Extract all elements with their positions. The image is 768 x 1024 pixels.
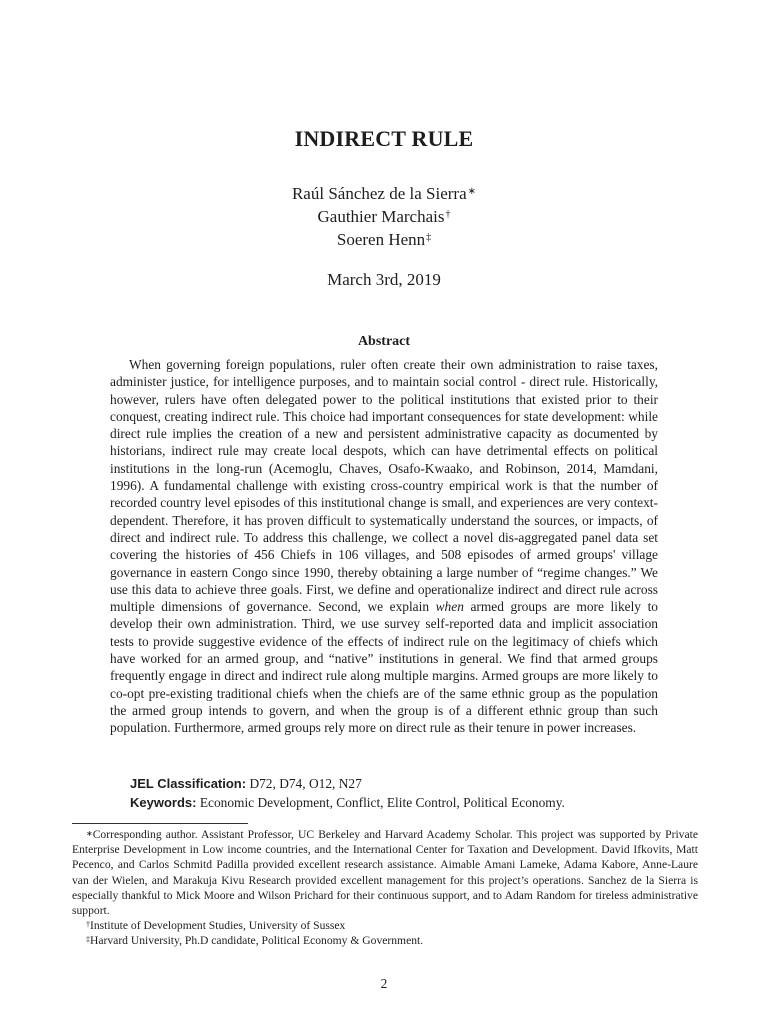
abstract-text-part-1: When governing foreign populations, ruler often create their own administration to raise taxes, administer justice, for intelligence purposes, and to maintain social control - direct rule. Historically, however, rulers have often delegated power to the political institutions that existed prior to their conquest, creating indirect rule. This choice had important consequences for state development: while direct rule implies the creation of a new and persistent administrative capacity as documented by historians, indirect rule may create local despots, which can have detrimental effects on political institutions in the long-run (Acemoglu, Chaves, Osafo-Kwaako, and Robinson, 2014, Mamdani, 1996). A fundamental challenge with existing cross-country empirical work is that the number of recorded country level episodes of this institutional change is small, and experiences are very context-dependent. Therefore, it has proven difficult to systematically understand the sources, or impacts, of direct and indirect rule. To address this challenge, we collect a novel dis-aggregated panel data set covering the histories of 456 Chiefs in 106 villages, and 508 episodes of armed groups' village governance in eastern Congo since 1990, thereby obtaining a large number of “regime changes.” We use this data to achieve three goals. First, we define and operationalize indirect and direct rule across multiple dimensions of governance. Second, we explain (110, 357, 658, 615)
author-2 (0, 205, 768, 228)
author-footnote-mark: † (445, 209, 451, 220)
keywords (130, 795, 565, 811)
footnote-mark: ∗ (86, 829, 93, 838)
jel-label: JEL Classification: (130, 776, 247, 791)
author-name: Gauthier Marchais (317, 207, 445, 226)
footnote-2 (72, 918, 698, 933)
footnote-mark: † (86, 920, 90, 930)
author-3 (0, 228, 768, 251)
author-footnote-mark: ‡ (426, 232, 432, 243)
footnote-divider (72, 823, 248, 824)
author-name: Raúl Sánchez de la Sierra (291, 184, 467, 203)
paper-title: INDIRECT RULE (294, 126, 474, 151)
abstract-heading: Abstract (357, 334, 411, 349)
jel-codes: D72, D74, O12, N27 (249, 776, 362, 791)
author-name: Soeren Henn (336, 230, 426, 249)
keywords-list: Economic Development, Conflict, Elite Control, Political Economy. (199, 795, 565, 810)
author-footnote-mark: ∗ (467, 186, 477, 197)
footnotes (72, 827, 698, 949)
jel-classification (130, 776, 362, 792)
footnote-3 (72, 933, 698, 948)
footnote-mark: ‡ (86, 935, 90, 945)
abstract-body (110, 356, 658, 737)
footnote-text: Harvard University, Ph.D candidate, Political Economy & Government. (90, 934, 424, 948)
footnote-text: Institute of Development Studies, University of Sussex (90, 919, 346, 933)
author-1 (0, 182, 768, 205)
footnote-1 (72, 827, 698, 918)
author-list (0, 182, 768, 251)
keywords-label: Keywords: (130, 795, 197, 810)
abstract-text-part-2: armed groups are more likely to develop their own administration. Third, we use survey self-reported data and implicit association tests to provide suggestive evidence of the effects of indirect rule on the legitimacy of chiefs which have worked for an armed group, and “native” institutions in general. We find that armed groups frequently engage in direct and indirect rule along multiple margins. Armed groups are more likely to co-opt pre-existing traditional chiefs when the chiefs are of the same ethnic group as the population the armed group intends to govern, and when the group is of a different ethnic group than such population. Furthermore, armed groups rely more on direct rule as their tenure in power increases. (110, 599, 658, 736)
page-number: 2 (380, 976, 388, 991)
abstract-emphasis: when (435, 599, 464, 615)
paper-date: March 3rd, 2019 (327, 270, 441, 289)
footnote-text: Corresponding author. Assistant Professor, UC Berkeley and Harvard Academy Scholar. This project was supported by Private Enterprise Development in Low income countries, and the International Center for Taxation and Development. David Ifkovits, Matt Pecenco, and Carlos Schmitd Padilla provided excellent research assistance. Aimable Amani Lameke, Adama Kabore, Anne-Laure van der Wielen, and Marakuja Kivu Research provided excellent management for this project’s operations. Sanchez de la Sierra is especially thankful to Mick Moore and Wilson Prichard for their continuous support, and to Adam Random for tireless administrative support. (72, 828, 698, 918)
